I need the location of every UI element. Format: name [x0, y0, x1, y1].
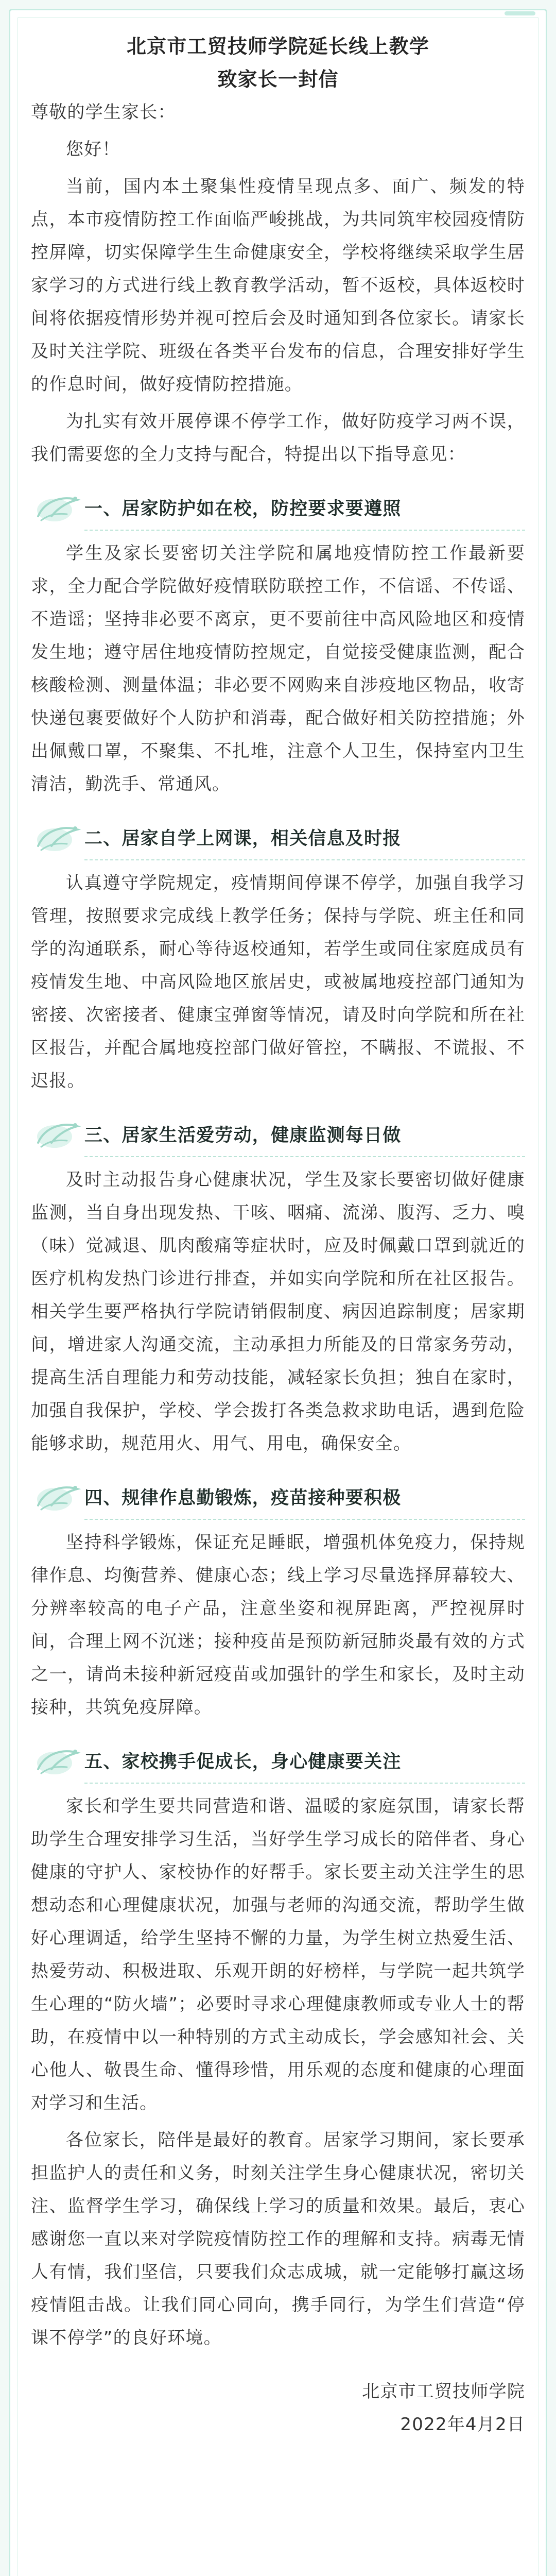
title-line-2: 致家长一封信	[217, 68, 339, 91]
greeting: 尊敬的学生家长：	[31, 102, 176, 123]
section-5-paragraph-1: 家长和学生要共同营造和谐、温暖的家庭氛围，请家长帮助学生合理安排学习生活，当好学生学习成长的陪伴者、身心健康的守护人、家校协作的好帮手。家长要主动关注学生的思想动态和心理健康状况，加强与老师的沟通交流，帮助学生做好心理调适，给学生坚持不懈的力量，为学生树立热爱生活、热爱劳动、积极进取、乐观开朗的好榜样，与学院一起共筑学生心理的“防火墙”；必要时寻求心理健康教师或专业人士的帮助，在疫情中以一种特别的方式主动成长，学会感知社会、关心他人、敬畏生命、懂得珍惜，用乐观的态度和健康的心理面对学习和生活。	[31, 1796, 525, 2113]
top-decoration	[505, 11, 535, 15]
section-3-title: 三、居家生活爱劳动，健康监测每日做	[84, 1125, 402, 1146]
section-1-title: 一、居家防护如在校，防控要求要遵照	[84, 499, 402, 519]
section-2-title: 二、居家自学上网课，相关信息及时报	[84, 828, 402, 849]
section-1-divider	[84, 530, 525, 531]
section-2	[31, 811, 525, 860]
section-4	[31, 1470, 525, 1520]
section-3	[31, 1108, 525, 1157]
section-5-divider	[84, 1783, 525, 1784]
section-2-paragraph-1: 认真遵守学院规定，疫情期间停课不停学，加强自我学习管理，按照要求完成线上教学任务；保持与学院、班主任和同学的沟通联系，耐心等待返校通知，若学生或同住家庭成员有疫情发生地、中高风险地区旅居史，或被属地疫控部门通知为密接、次密接者、健康宝弹窗等情况，请及时向学院和所在社区报告，并配合属地疫控部门做好管控，不瞒报、不谎报、不迟报。	[31, 873, 525, 1091]
section-5	[31, 1734, 525, 1784]
section-1	[31, 481, 525, 531]
section-3-paragraph-1: 及时主动报告身心健康状况，学生及家长要密切做好健康监测，当自身出现发热、干咳、咽痛、流涕、腹泻、乏力、嗅（味）觉减退、肌肉酸痛等症状时，应及时佩戴口罩到就近的医疗机构发热门诊进行排查，并如实向学院和所在社区报告。相关学生要严格执行学院请销假制度、病因追踪制度；居家期间，增进家人沟通交流，主动承担力所能及的日常家务劳动，提高生活自理能力和劳动技能，减轻家长负担；独自在家时，加强自我保护，学校、学会拨打各类急救求助电话，遇到危险能够求助，规范用火、用气、用电，确保安全。	[31, 1170, 525, 1454]
signature-block	[31, 2375, 525, 2441]
intro-paragraph-1: 当前，国内本土聚集性疫情呈现点多、面广、频发的特点，本市疫情防控工作面临严峻挑战，为共同筑牢校园疫情防控屏障，切实保障学生生命健康安全，学校将继续采取学生居家学习的方式进行线上教育教学活动，暂不返校，具体返校时间将依据疫情形势并视可控后会及时通知到各位家长。请家长及时关注学院、班级在各类平台发布的信息，合理安排好学生的作息时间，做好疫情防控措施。	[31, 176, 525, 395]
section-4-title: 四、规律作息勤锻炼，疫苗接种要积极	[84, 1488, 402, 1509]
section-2-divider	[84, 859, 525, 860]
section-3-divider	[84, 1156, 525, 1157]
hello: 您好！	[66, 139, 120, 160]
section-5-title: 五、家校携手促成长，身心健康要关注	[84, 1752, 402, 1772]
closing-paragraph: 各位家长，陪伴是最好的教育。居家学习期间，家长要承担监护人的责任和义务，时刻关注学生身心健康状况，密切关注、监督学生学习，确保线上学习的质量和效果。最后，衷心感谢您一直以来对学院疫情防控工作的理解和支持。病毒无情人有情，我们坚信，只要我们众志成城，就一定能够打赢这场疫情阻击战。让我们同心同向，携手同行，为学生们营造“停课不停学”的良好环境。	[31, 2130, 525, 2348]
title-line-1: 北京市工贸技师学院延长线上教学	[126, 35, 429, 58]
letter-content	[31, 30, 525, 2441]
signature-date: 2022年4月2日	[400, 2414, 525, 2435]
intro-paragraph-2: 为扎实有效开展停课不停学工作，做好防疫学习两不误，我们需要您的全力支持与配合，特提出以下指导意见：	[31, 411, 525, 465]
signature-org: 北京市工贸技师学院	[362, 2381, 525, 2402]
section-4-paragraph-1: 坚持科学锻炼，保证充足睡眠，增强机体免疫力，保持规律作息、均衡营养、健康心态；线上学习尽量选择屏幕较大、分辨率较高的电子产品，注意坐姿和视屏距离，严控视屏时间，合理上网不沉迷；接种疫苗是预防新冠肺炎最有效的方式之一，请尚未接种新冠疫苗或加强针的学生和家长，及时主动接种，共筑免疫屏障。	[31, 1532, 525, 1718]
section-4-divider	[84, 1519, 525, 1520]
section-1-paragraph-1: 学生及家长要密切关注学院和属地疫情防控工作最新要求，全力配合学院做好疫情联防联控工作，不信谣、不传谣、不造谣；坚持非必要不离京，更不要前往中高风险地区和疫情发生地；遵守居住地疫情防控规定，自觉接受健康监测，配合核酸检测、测量体温；非必要不网购来自涉疫地区物品，收寄快递包裹要做好个人防护和消毒，配合做好相关防控措施；外出佩戴口罩，不聚集、不扎堆，注意个人卫生，保持室内卫生清洁，勤洗手、常通风。	[31, 543, 525, 794]
